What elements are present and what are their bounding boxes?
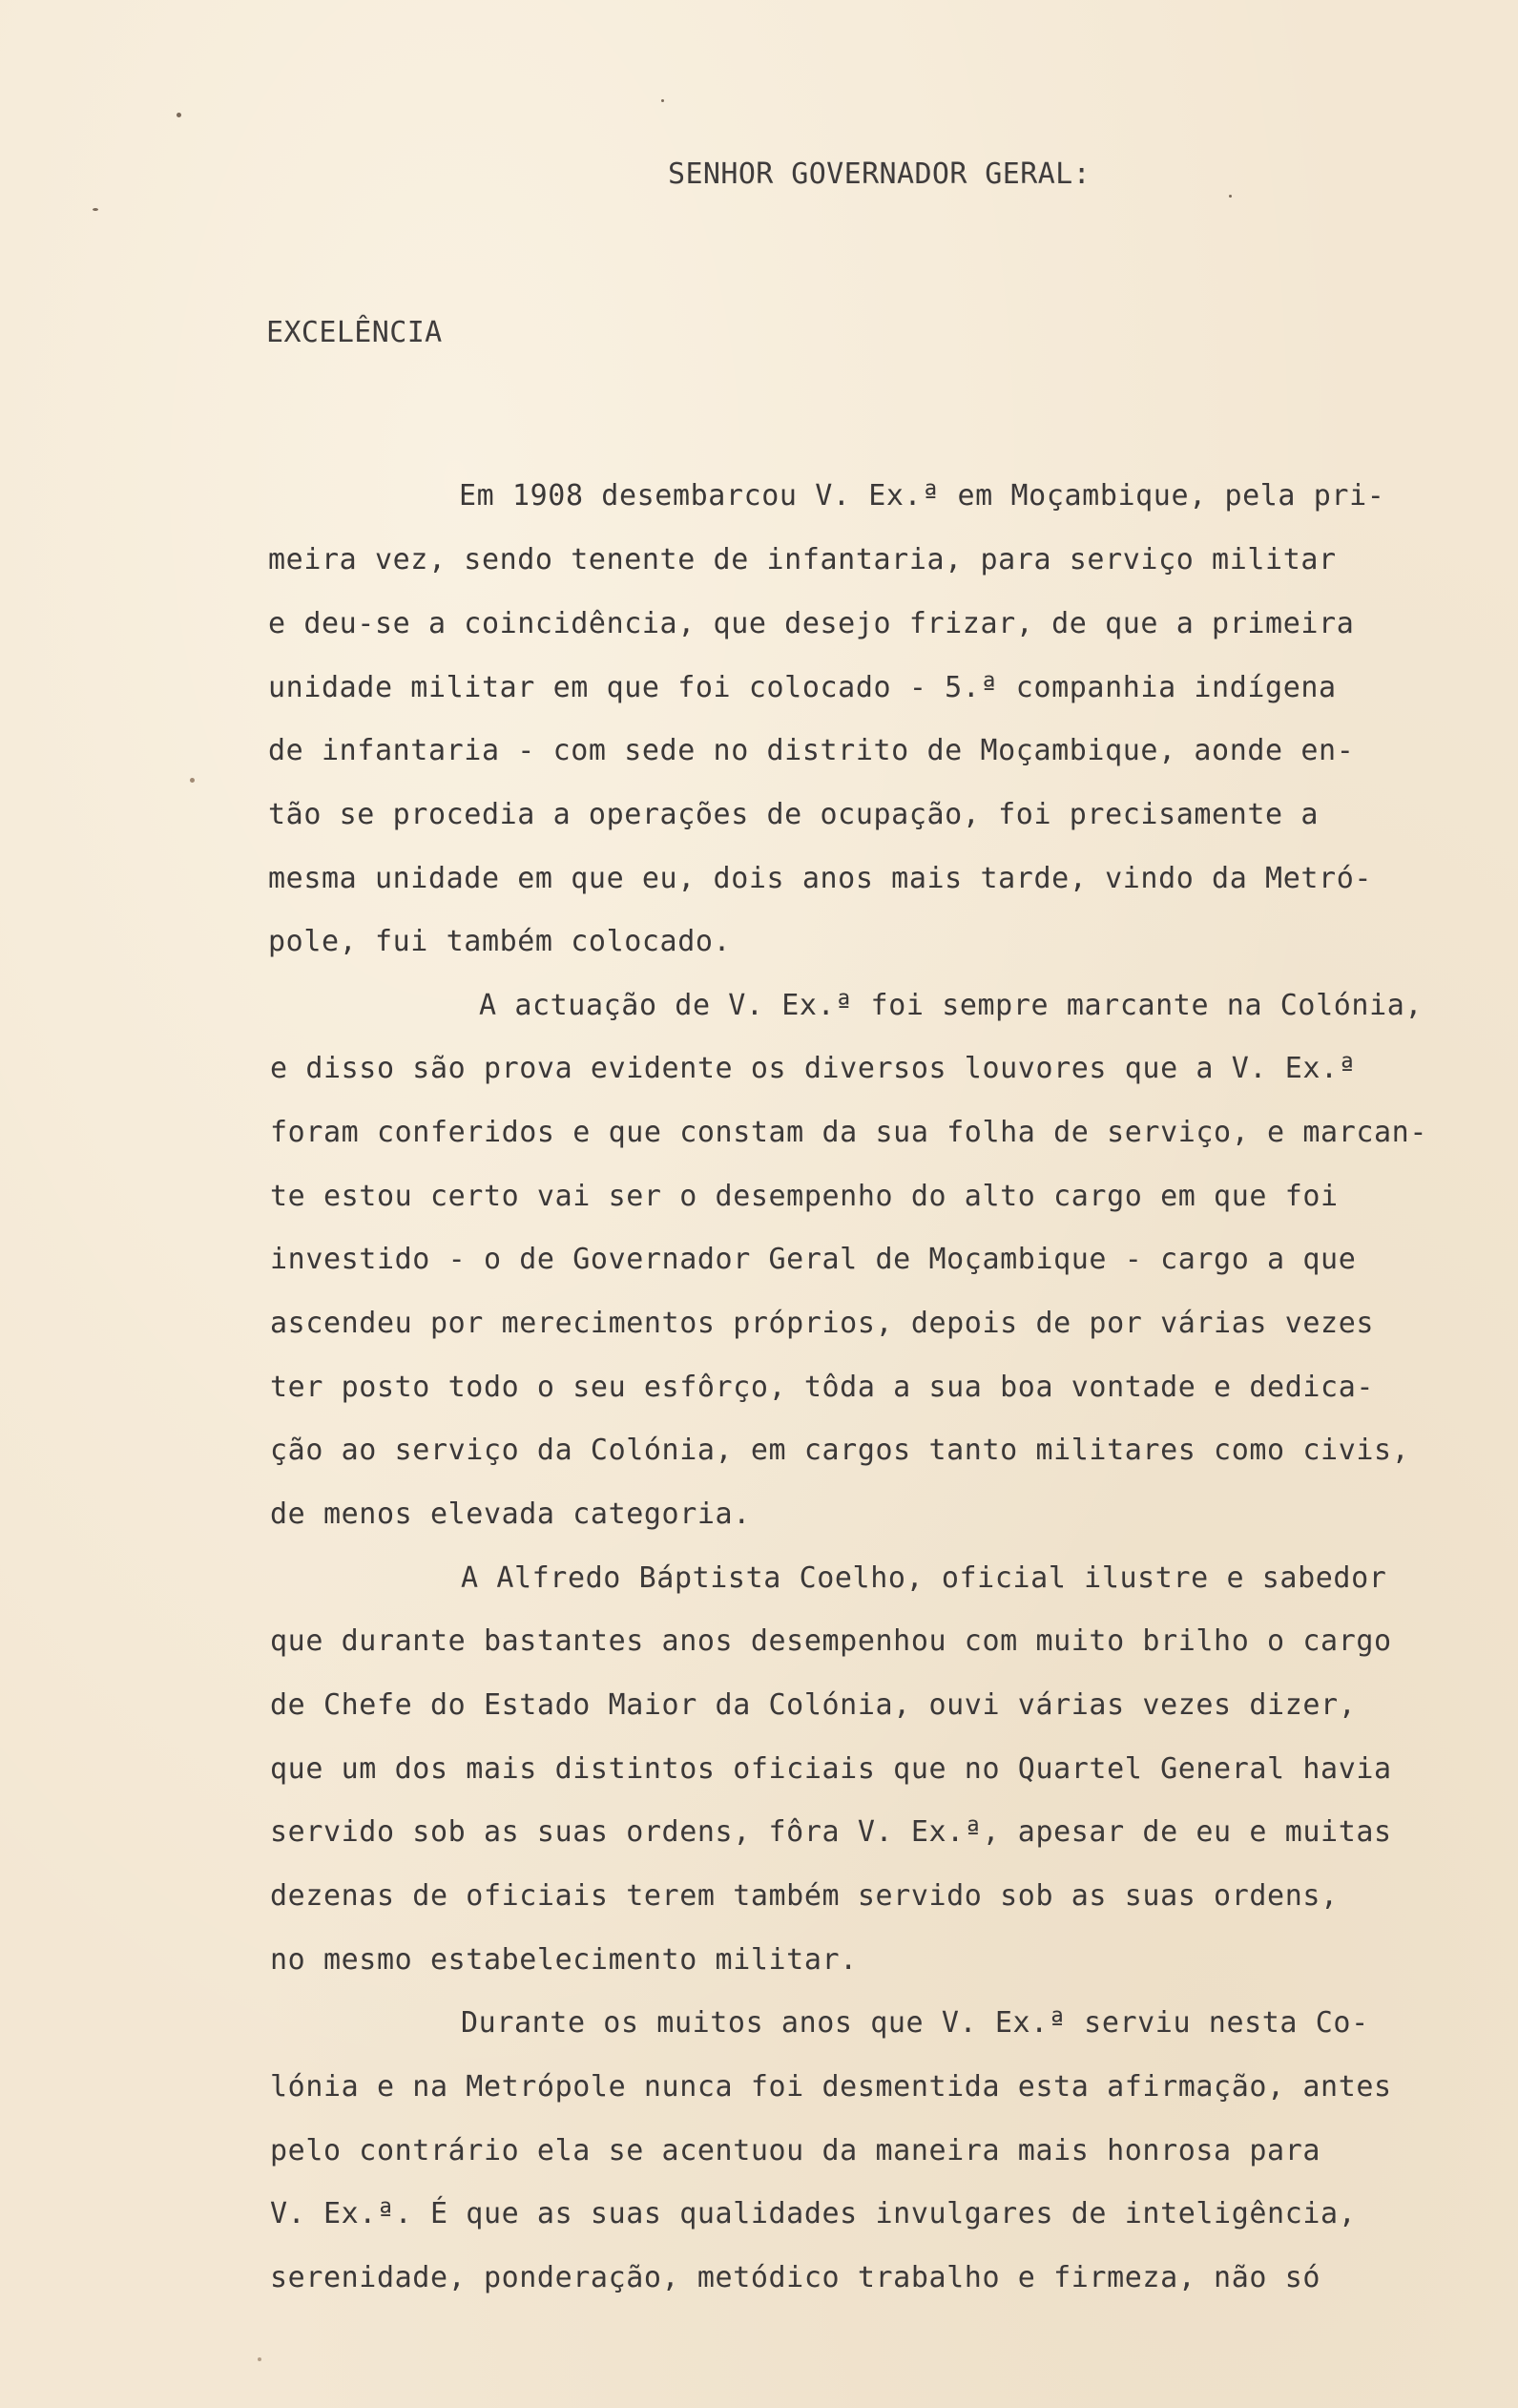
body-line: tão se procedia a operações de ocupação, foi precisamente a xyxy=(268,798,1320,831)
paper-speck xyxy=(1229,195,1232,198)
paper-speck xyxy=(177,113,181,117)
body-line: investido - o de Governador Geral de Moçambique - cargo a que xyxy=(270,1243,1357,1276)
paper-speck xyxy=(661,99,664,102)
body-line: de infantaria - com sede no distrito de Moçambique, aonde en- xyxy=(268,734,1355,767)
body-line: de menos elevada categoria. xyxy=(270,1497,751,1531)
body-line: lónia e na Metrópole nunca foi desmentida esta afirmação, antes xyxy=(270,2070,1392,2104)
letter-heading: SENHOR GOVERNADOR GERAL: xyxy=(668,157,1092,191)
body-line: ascendeu por merecimentos próprios, depois de por várias vezes xyxy=(270,1307,1375,1340)
body-line: mesma unidade em que eu, dois anos mais tarde, vindo da Metró- xyxy=(268,862,1373,895)
body-line: e disso são prova evidente os diversos louvores que a V. Ex.ª xyxy=(270,1052,1357,1085)
body-line: A actuação de V. Ex.ª foi sempre marcante na Colónia, xyxy=(479,989,1424,1022)
body-line: pole, fui também colocado. xyxy=(268,925,732,958)
body-line: Em 1908 desembarcou V. Ex.ª em Moçambique, pela pri- xyxy=(459,479,1385,513)
body-line: ter posto todo o seu esfôrço, tôda a sua boa vontade e dedica- xyxy=(270,1371,1375,1404)
body-line: e deu-se a coincidência, que desejo frizar, de que a primeira xyxy=(268,607,1355,640)
letter-salutation: EXCELÊNCIA xyxy=(266,316,443,349)
body-line: V. Ex.ª. É que as suas qualidades invulgares de inteligência, xyxy=(270,2197,1357,2230)
body-line: servido sob as suas ordens, fôra V. Ex.ª, apesar de eu e muitas xyxy=(270,1815,1392,1849)
body-line: foram conferidos e que constam da sua folha de serviço, e marcan- xyxy=(270,1116,1427,1149)
body-line: te estou certo vai ser o desempenho do alto cargo em que foi xyxy=(270,1180,1339,1213)
paper-speck xyxy=(93,208,98,211)
body-line: unidade militar em que foi colocado - 5.ª companhia indígena xyxy=(268,671,1337,704)
body-line: A Alfredo Báptista Coelho, oficial ilustre e sabedor xyxy=(461,1561,1387,1595)
body-line: dezenas de oficiais terem também servido sob as suas ordens, xyxy=(270,1879,1339,1913)
body-line: meira vez, sendo tenente de infantaria, para serviço militar xyxy=(268,543,1337,576)
body-line: que um dos mais distintos oficiais que no Quartel General havia xyxy=(270,1752,1392,1786)
body-line: de Chefe do Estado Maior da Colónia, ouvi várias vezes dizer, xyxy=(270,1688,1357,1722)
body-line: ção ao serviço da Colónia, em cargos tanto militares como civis, xyxy=(270,1434,1410,1467)
paper-speck xyxy=(190,778,195,783)
body-line: que durante bastantes anos desempenhou com muito brilho o cargo xyxy=(270,1624,1392,1658)
body-line: no mesmo estabelecimento militar. xyxy=(270,1943,858,1977)
body-line: pelo contrário ela se acentuou da maneira mais honrosa para xyxy=(270,2134,1321,2167)
body-line: Durante os muitos anos que V. Ex.ª serviu nesta Co- xyxy=(461,2006,1369,2040)
paper-speck xyxy=(258,2357,261,2361)
body-line: serenidade, ponderação, metódico trabalho e firmeza, não só xyxy=(270,2261,1321,2294)
